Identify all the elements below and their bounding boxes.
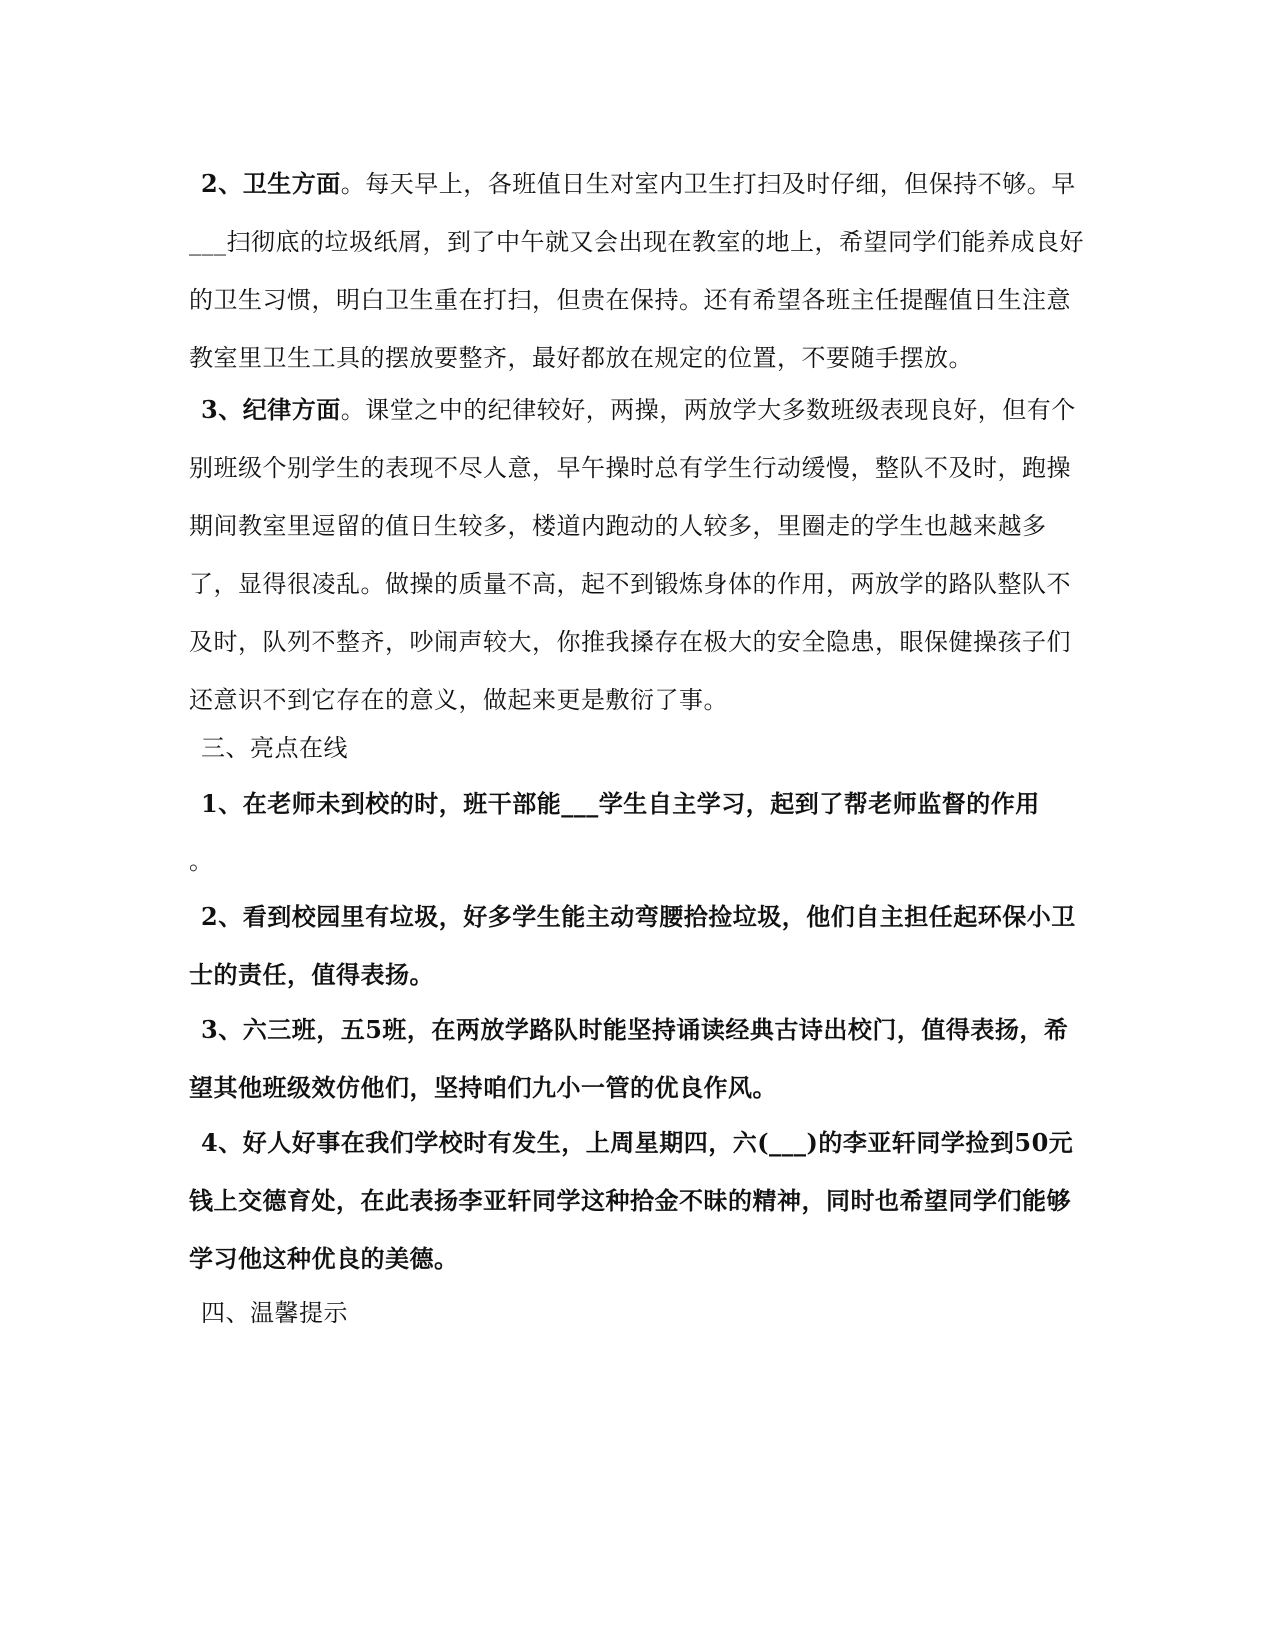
highlight-item-2: 2、看到校园里有垃圾，好多学生能主动弯腰拾捡垃圾，他们自主担任起环保小卫士的责任，值得表扬。 bbox=[189, 902, 1076, 989]
hygiene-title: 卫生方面 bbox=[242, 169, 341, 198]
highlight-item-1-end: 。 bbox=[189, 847, 214, 875]
highlight-item-3: 3、六三班，五5班，在两放学路队时能坚持诵读经典古诗出校门，值得表扬，希望其他班级效仿他们，坚持咱们九小一管的优良作风。 bbox=[189, 1015, 1069, 1102]
paragraph-discipline bbox=[189, 381, 1089, 729]
highlight-item-1: 1、在老师未到校的时，班干部能___学生自主学习，起到了帮老师监督的作用 bbox=[201, 789, 1040, 818]
hygiene-number: 2、 bbox=[201, 169, 243, 198]
hygiene-text: 。每天早上，各班值日生对室内卫生打扫及时仔细，但保持不够。早___扫彻底的垃圾纸屑，到了中午就又会出现在教室的地上，希望同学们能养成良好的卫生习惯，明白卫生重在打扫，但贵在保持。还有希望各班主任提醒值日生注意教室里卫生工具的摆放要整齐，最好都放在规定的位置，不要随手摆放。 bbox=[189, 170, 1084, 372]
section-heading-tips: 四、温馨提示 bbox=[201, 1299, 348, 1327]
discipline-text: 。课堂之中的纪律较好，两操，两放学大多数班级表现良好，但有个别班级个别学生的表现不尽人意，早午操时总有学生行动缓慢，整队不及时，跑操期间教室里逗留的值日生较多，楼道内跑动的人较多，里圈走的学生也越来越多了，显得很凌乱。做操的质量不高，起不到锻炼身体的作用，两放学的路队整队不及时，队列不整齐，吵闹声较大，你推我搡存在极大的安全隐患，眼保健操孩子们还意识不到它存在的意义，做起来更是敷衍了事。 bbox=[189, 396, 1076, 714]
discipline-number: 3、 bbox=[201, 395, 243, 424]
paragraph-hygiene bbox=[189, 155, 1089, 387]
discipline-title: 纪律方面 bbox=[242, 395, 341, 424]
section-heading-highlights: 三、亮点在线 bbox=[201, 734, 348, 762]
highlight-item-4: 4、好人好事在我们学校时有发生，上周星期四，六(___)的李亚轩同学捡到50元钱上交德育处，在此表扬李亚轩同学这种拾金不昧的精神，同时也希望同学们能够学习他这种优良的美德。 bbox=[189, 1128, 1074, 1273]
